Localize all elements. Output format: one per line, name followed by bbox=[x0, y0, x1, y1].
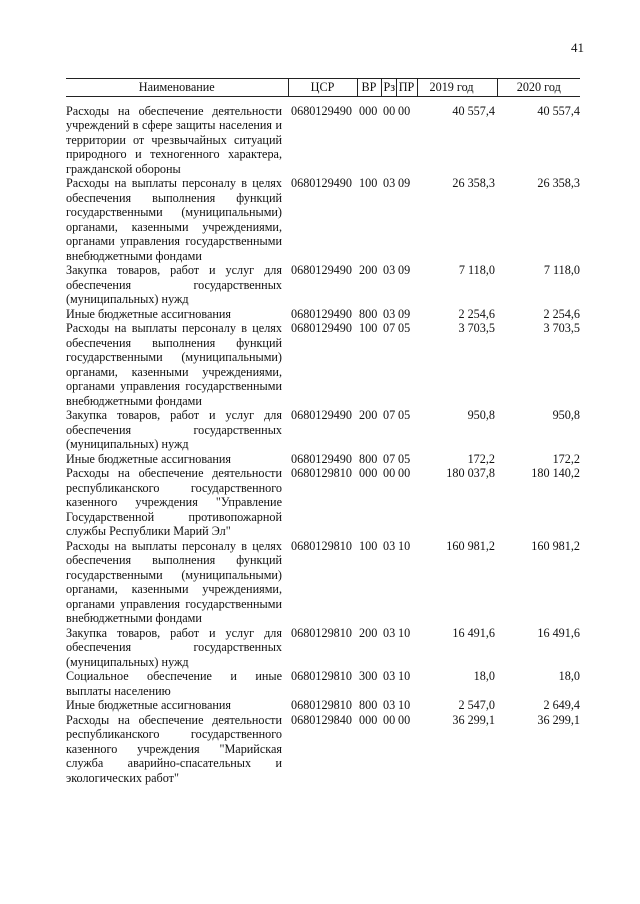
row-vr: 100 bbox=[359, 321, 378, 335]
row-vr: 200 bbox=[359, 408, 378, 422]
row-amount-2019: 172,2 bbox=[467, 451, 495, 466]
row-rz: 00 bbox=[383, 103, 396, 118]
budget-table bbox=[66, 78, 580, 785]
row-rz: 03 bbox=[383, 538, 396, 553]
row-amount-2019: 7 118,0 bbox=[458, 263, 495, 277]
row-amount-2019: 36 299,1 bbox=[452, 712, 495, 727]
table-body bbox=[66, 96, 580, 785]
row-name: Расходы на выплаты персоналу в целях обеспечения выполнения функций государственными (муниципальными) органами, казенными учреждениями, органами управления государственными внебюджетными фондами bbox=[66, 176, 282, 263]
row-name: Закупка товаров, работ и услуг для обеспечения государственных (муниципальных) нужд bbox=[66, 263, 282, 306]
row-name: Закупка товаров, работ и услуг для обеспечения государственных (муниципальных) нужд bbox=[66, 625, 282, 669]
table-row bbox=[66, 713, 580, 786]
row-rz: 03 bbox=[383, 176, 396, 190]
row-pr: 00 bbox=[398, 103, 411, 118]
row-rz: 03 bbox=[383, 263, 396, 277]
row-amount-2020: 36 299,1 bbox=[537, 712, 580, 727]
page-number: 41 bbox=[571, 40, 584, 55]
row-csr: 0680129490 bbox=[291, 306, 352, 321]
row-rz: 00 bbox=[383, 466, 396, 480]
table-row bbox=[66, 626, 580, 670]
row-pr: 10 bbox=[398, 625, 411, 640]
table-row bbox=[66, 307, 580, 322]
row-csr: 0680129810 bbox=[291, 698, 352, 712]
header-2020: 2020 год bbox=[497, 79, 580, 97]
row-amount-2019: 16 491,6 bbox=[452, 625, 495, 640]
row-csr: 0680129490 bbox=[291, 451, 352, 466]
row-vr: 100 bbox=[359, 176, 378, 190]
row-csr: 0680129490 bbox=[291, 321, 352, 335]
row-amount-2019: 3 703,5 bbox=[458, 321, 495, 335]
row-amount-2019: 180 037,8 bbox=[446, 466, 495, 480]
row-rz: 00 bbox=[383, 712, 396, 727]
header-pr: ПР bbox=[396, 79, 417, 97]
row-pr: 00 bbox=[398, 712, 411, 727]
row-amount-2019: 2 254,6 bbox=[458, 306, 495, 321]
row-amount-2020: 18,0 bbox=[558, 669, 580, 683]
row-rz: 07 bbox=[383, 408, 396, 422]
row-name: Расходы на обеспечение деятельности республиканского государственного казенного учреждения "Марийская служба аварийно-спасательных и экологических работ" bbox=[66, 712, 282, 785]
row-pr: 00 bbox=[398, 466, 411, 480]
row-amount-2020: 950,8 bbox=[552, 408, 580, 422]
row-rz: 07 bbox=[383, 321, 396, 335]
row-amount-2019: 2 547,0 bbox=[458, 698, 495, 712]
row-csr: 0680129490 bbox=[291, 176, 352, 190]
row-csr: 0680129810 bbox=[291, 625, 352, 640]
table-header bbox=[66, 79, 580, 97]
row-rz: 03 bbox=[383, 698, 396, 712]
row-vr: 200 bbox=[359, 625, 378, 640]
row-pr: 05 bbox=[398, 321, 411, 335]
table-row bbox=[66, 698, 580, 713]
row-rz: 03 bbox=[383, 306, 396, 321]
table-row bbox=[66, 466, 580, 539]
row-name: Расходы на выплаты персоналу в целях обеспечения выполнения функций государственными (муниципальными) органами, казенными учреждениями, органами управления государственными внебюджетными фондами bbox=[66, 538, 282, 625]
row-amount-2019: 18,0 bbox=[473, 669, 495, 683]
row-name: Расходы на обеспечение деятельности республиканского государственного казенного учреждения "Управление Государственной противопожарной службы Республики Марий Эл" bbox=[66, 466, 282, 538]
row-amount-2020: 2 254,6 bbox=[543, 306, 580, 321]
table-row bbox=[66, 176, 580, 263]
row-vr: 100 bbox=[359, 538, 378, 553]
row-pr: 05 bbox=[398, 408, 411, 422]
row-name: Социальное обеспечение и иные выплаты населению bbox=[66, 669, 282, 698]
row-csr: 0680129490 bbox=[291, 263, 352, 277]
header-csr: ЦСР bbox=[288, 79, 357, 97]
header-rz: Рз bbox=[381, 79, 396, 97]
row-pr: 05 bbox=[398, 451, 411, 466]
table-row bbox=[66, 539, 580, 626]
row-amount-2020: 3 703,5 bbox=[543, 321, 580, 335]
row-name: Закупка товаров, работ и услуг для обеспечения государственных (муниципальных) нужд bbox=[66, 408, 282, 451]
row-pr: 09 bbox=[398, 306, 411, 321]
row-amount-2020: 7 118,0 bbox=[543, 263, 580, 277]
row-vr: 000 bbox=[359, 103, 378, 118]
row-name: Иные бюджетные ассигнования bbox=[66, 451, 232, 466]
table-row bbox=[66, 452, 580, 467]
row-vr: 300 bbox=[359, 669, 378, 683]
table-row bbox=[66, 263, 580, 307]
row-csr: 0680129810 bbox=[291, 669, 352, 683]
row-csr: 0680129810 bbox=[291, 466, 352, 480]
table-row bbox=[66, 96, 580, 176]
row-name: Иные бюджетные ассигнования bbox=[66, 306, 232, 321]
row-amount-2019: 40 557,4 bbox=[452, 103, 495, 118]
row-csr: 0680129490 bbox=[291, 408, 352, 422]
row-vr: 000 bbox=[359, 466, 378, 480]
row-amount-2019: 950,8 bbox=[467, 408, 495, 422]
row-name: Расходы на выплаты персоналу в целях обеспечения выполнения функций государственными (муниципальными) органами, казенными учреждениями, органами управления государственными внебюджетными фондами bbox=[66, 321, 282, 408]
table-row bbox=[66, 408, 580, 452]
row-csr: 0680129490 bbox=[291, 103, 352, 118]
header-vr: ВР bbox=[357, 79, 381, 97]
row-amount-2020: 16 491,6 bbox=[537, 625, 580, 640]
row-amount-2020: 2 649,4 bbox=[543, 698, 580, 712]
row-rz: 03 bbox=[383, 669, 396, 683]
header-name: Наименование bbox=[66, 79, 288, 97]
row-amount-2020: 160 981,2 bbox=[531, 538, 580, 553]
row-amount-2020: 26 358,3 bbox=[537, 176, 580, 190]
row-csr: 0680129840 bbox=[291, 712, 352, 727]
row-rz: 03 bbox=[383, 625, 396, 640]
row-vr: 200 bbox=[359, 263, 378, 277]
table-row bbox=[66, 669, 580, 698]
row-csr: 0680129810 bbox=[291, 538, 352, 553]
row-vr: 800 bbox=[359, 451, 378, 466]
row-amount-2020: 180 140,2 bbox=[531, 466, 580, 480]
row-name: Расходы на обеспечение деятельности учреждений в сфере защиты населения и территории от чрезвычайных ситуаций природного и техногенного характера, гражданской обороны bbox=[66, 103, 282, 176]
table-row bbox=[66, 321, 580, 408]
header-2019: 2019 год bbox=[417, 79, 497, 97]
row-vr: 800 bbox=[359, 306, 378, 321]
row-pr: 10 bbox=[398, 538, 411, 553]
row-pr: 10 bbox=[398, 698, 411, 712]
row-rz: 07 bbox=[383, 451, 396, 466]
row-pr: 09 bbox=[398, 263, 411, 277]
row-amount-2019: 26 358,3 bbox=[452, 176, 495, 190]
row-pr: 10 bbox=[398, 669, 411, 683]
row-vr: 000 bbox=[359, 712, 378, 727]
row-amount-2020: 40 557,4 bbox=[537, 103, 580, 118]
row-pr: 09 bbox=[398, 176, 411, 190]
row-name: Иные бюджетные ассигнования bbox=[66, 698, 232, 712]
row-vr: 800 bbox=[359, 698, 378, 712]
row-amount-2020: 172,2 bbox=[552, 451, 580, 466]
row-amount-2019: 160 981,2 bbox=[446, 538, 495, 553]
